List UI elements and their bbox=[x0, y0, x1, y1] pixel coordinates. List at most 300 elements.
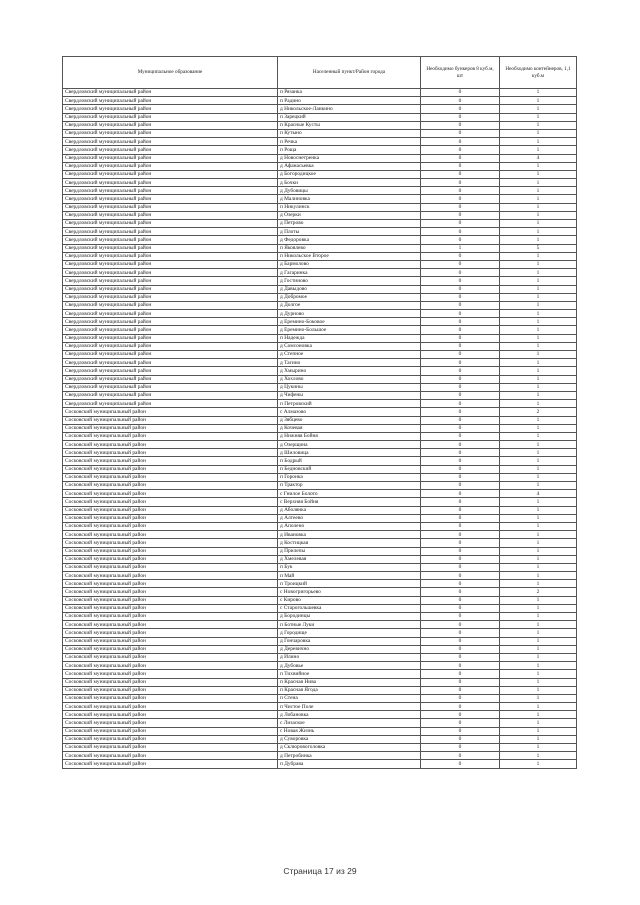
cell-bunkers: 0 bbox=[421, 121, 500, 129]
table-row bbox=[63, 326, 577, 334]
cell-settlement: п Петровский bbox=[278, 400, 421, 408]
cell-settlement: д Хохлово bbox=[278, 375, 421, 383]
table-row bbox=[63, 220, 577, 228]
cell-settlement: д Плоты bbox=[278, 228, 421, 236]
cell-municipality: Сосковский муниципальный район bbox=[63, 498, 278, 506]
cell-bunkers: 0 bbox=[421, 629, 500, 637]
cell-containers: 1 bbox=[500, 146, 577, 154]
cell-containers: 1 bbox=[500, 269, 577, 277]
cell-bunkers: 0 bbox=[421, 547, 500, 555]
table-row bbox=[63, 465, 577, 473]
cell-settlement: д Еремино-Большое bbox=[278, 326, 421, 334]
cell-settlement: д Бармолово bbox=[278, 260, 421, 268]
cell-settlement: д Дубовицы bbox=[278, 187, 421, 195]
cell-bunkers: 0 bbox=[421, 162, 500, 170]
cell-bunkers: 0 bbox=[421, 228, 500, 236]
cell-municipality: Сосковский муниципальный район bbox=[63, 678, 278, 686]
cell-settlement: п Тихвийное bbox=[278, 670, 421, 678]
cell-containers: 1 bbox=[500, 375, 577, 383]
cell-settlement: д Цукины bbox=[278, 383, 421, 391]
table-row bbox=[63, 400, 577, 408]
cell-municipality: Сосковский муниципальный район bbox=[63, 547, 278, 555]
cell-municipality: Свердловский муниципальный район bbox=[63, 277, 278, 285]
cell-settlement: д Никольское-Ланкино bbox=[278, 105, 421, 113]
cell-containers: 1 bbox=[500, 727, 577, 735]
cell-settlement: п Никольское Второе bbox=[278, 252, 421, 260]
cell-municipality: Сосковский муниципальный район bbox=[63, 596, 278, 604]
cell-bunkers: 0 bbox=[421, 203, 500, 211]
cell-settlement: п Радино bbox=[278, 97, 421, 105]
cell-settlement: д Петробинка bbox=[278, 752, 421, 760]
cell-settlement: д Сомсоновка bbox=[278, 342, 421, 350]
cell-bunkers: 0 bbox=[421, 310, 500, 318]
cell-containers: 1 bbox=[500, 735, 577, 743]
cell-containers: 1 bbox=[500, 260, 577, 268]
table-row bbox=[63, 662, 577, 670]
cell-bunkers: 0 bbox=[421, 301, 500, 309]
table-row bbox=[63, 563, 577, 571]
cell-municipality: Сосковский муниципальный район bbox=[63, 531, 278, 539]
table-row bbox=[63, 572, 577, 580]
cell-bunkers: 0 bbox=[421, 760, 500, 768]
table-row bbox=[63, 408, 577, 416]
cell-municipality: Сосковский муниципальный район bbox=[63, 563, 278, 571]
cell-settlement: д Афанасьевка bbox=[278, 162, 421, 170]
cell-containers: 1 bbox=[500, 391, 577, 399]
cell-containers: 1 bbox=[500, 670, 577, 678]
cell-municipality: Сосковский муниципальный район bbox=[63, 686, 278, 694]
cell-settlement: п Ботные Луки bbox=[278, 621, 421, 629]
cell-bunkers: 0 bbox=[421, 334, 500, 342]
cell-settlement: д Чифены bbox=[278, 391, 421, 399]
cell-settlement: д Малиновка bbox=[278, 195, 421, 203]
cell-settlement: д Зябцево bbox=[278, 416, 421, 424]
cell-settlement: п Горонка bbox=[278, 473, 421, 481]
cell-settlement: д Еремино-Боковое bbox=[278, 318, 421, 326]
cell-settlement: д Прилепы bbox=[278, 547, 421, 555]
cell-bunkers: 0 bbox=[421, 563, 500, 571]
cell-bunkers: 0 bbox=[421, 490, 500, 498]
cell-bunkers: 0 bbox=[421, 744, 500, 752]
table-row bbox=[63, 711, 577, 719]
cell-bunkers: 0 bbox=[421, 645, 500, 653]
cell-settlement: д Богородицкое bbox=[278, 170, 421, 178]
cell-municipality: Свердловский муниципальный район bbox=[63, 211, 278, 219]
table-body bbox=[63, 89, 577, 769]
table-row bbox=[63, 383, 577, 391]
cell-containers: 1 bbox=[500, 293, 577, 301]
cell-settlement: д Новоснетренка bbox=[278, 154, 421, 162]
cell-bunkers: 0 bbox=[421, 105, 500, 113]
cell-settlement: с Алмазово bbox=[278, 408, 421, 416]
cell-containers: 1 bbox=[500, 351, 577, 359]
cell-containers: 4 bbox=[500, 154, 577, 162]
cell-containers: 1 bbox=[500, 400, 577, 408]
cell-municipality: Сосковский муниципальный район bbox=[63, 760, 278, 768]
cell-bunkers: 0 bbox=[421, 260, 500, 268]
cell-settlement: с Новогригорьево bbox=[278, 588, 421, 596]
cell-containers: 1 bbox=[500, 572, 577, 580]
cell-settlement: д Хмырино bbox=[278, 367, 421, 375]
table-row bbox=[63, 424, 577, 432]
cell-municipality: Свердловский муниципальный район bbox=[63, 285, 278, 293]
cell-bunkers: 0 bbox=[421, 89, 500, 97]
cell-bunkers: 0 bbox=[421, 195, 500, 203]
table-row bbox=[63, 187, 577, 195]
cell-containers: 2 bbox=[500, 588, 577, 596]
cell-municipality: Сосковский муниципальный район bbox=[63, 572, 278, 580]
cell-municipality: Свердловский муниципальный район bbox=[63, 195, 278, 203]
cell-municipality: Свердловский муниципальный район bbox=[63, 170, 278, 178]
table-row bbox=[63, 170, 577, 178]
cell-municipality: Свердловский муниципальный район bbox=[63, 252, 278, 260]
cell-containers: 1 bbox=[500, 383, 577, 391]
cell-municipality: Свердловский муниципальный район bbox=[63, 89, 278, 97]
cell-municipality: Свердловский муниципальный район bbox=[63, 105, 278, 113]
cell-bunkers: 0 bbox=[421, 351, 500, 359]
cell-municipality: Свердловский муниципальный район bbox=[63, 318, 278, 326]
cell-municipality: Свердловский муниципальный район bbox=[63, 269, 278, 277]
table-row bbox=[63, 629, 577, 637]
cell-municipality: Свердловский муниципальный район bbox=[63, 203, 278, 211]
cell-municipality: Свердловский муниципальный район bbox=[63, 334, 278, 342]
cell-settlement: п Роща bbox=[278, 146, 421, 154]
cell-settlement: д Бородинцы bbox=[278, 613, 421, 621]
cell-bunkers: 0 bbox=[421, 432, 500, 440]
cell-bunkers: 0 bbox=[421, 604, 500, 612]
cell-municipality: Сосковский муниципальный район bbox=[63, 629, 278, 637]
cell-settlement: д Гостиново bbox=[278, 277, 421, 285]
cell-municipality: Свердловский муниципальный район bbox=[63, 97, 278, 105]
cell-containers: 1 bbox=[500, 514, 577, 522]
cell-settlement: п Трактор bbox=[278, 482, 421, 490]
table-row bbox=[63, 228, 577, 236]
table-row bbox=[63, 310, 577, 318]
cell-municipality: Сосковский муниципальный район bbox=[63, 613, 278, 621]
cell-bunkers: 0 bbox=[421, 441, 500, 449]
cell-containers: 1 bbox=[500, 301, 577, 309]
cell-settlement: п Стена bbox=[278, 694, 421, 702]
cell-containers: 1 bbox=[500, 179, 577, 187]
table-row bbox=[63, 129, 577, 137]
header-containers: Необходимо контейнеров, 1,1 куб.м bbox=[500, 57, 577, 89]
cell-bunkers: 0 bbox=[421, 498, 500, 506]
cell-settlement: с Старогольшевка bbox=[278, 604, 421, 612]
cell-bunkers: 0 bbox=[421, 367, 500, 375]
table-row bbox=[63, 301, 577, 309]
cell-settlement: п Бодрый bbox=[278, 457, 421, 465]
cell-municipality: Свердловский муниципальный район bbox=[63, 129, 278, 137]
cell-containers: 1 bbox=[500, 473, 577, 481]
cell-bunkers: 0 bbox=[421, 97, 500, 105]
cell-containers: 1 bbox=[500, 236, 577, 244]
table-row bbox=[63, 113, 577, 121]
table-row bbox=[63, 686, 577, 694]
table-row bbox=[63, 318, 577, 326]
cell-bunkers: 0 bbox=[421, 449, 500, 457]
cell-bunkers: 0 bbox=[421, 154, 500, 162]
cell-containers: 1 bbox=[500, 555, 577, 563]
table-row bbox=[63, 105, 577, 113]
cell-containers: 1 bbox=[500, 498, 577, 506]
table-row bbox=[63, 342, 577, 350]
cell-settlement: п Надежда bbox=[278, 334, 421, 342]
cell-bunkers: 0 bbox=[421, 285, 500, 293]
table-row bbox=[63, 236, 577, 244]
cell-bunkers: 0 bbox=[421, 596, 500, 604]
cell-municipality: Сосковский муниципальный район bbox=[63, 482, 278, 490]
cell-municipality: Свердловский муниципальный район bbox=[63, 400, 278, 408]
cell-containers: 1 bbox=[500, 195, 577, 203]
cell-settlement: д Бочки bbox=[278, 179, 421, 187]
cell-bunkers: 0 bbox=[421, 252, 500, 260]
cell-municipality: Сосковский муниципальный район bbox=[63, 514, 278, 522]
table-row bbox=[63, 744, 577, 752]
cell-bunkers: 0 bbox=[421, 678, 500, 686]
cell-municipality: Сосковский муниципальный район bbox=[63, 490, 278, 498]
cell-municipality: Сосковский муниципальный район bbox=[63, 449, 278, 457]
cell-bunkers: 0 bbox=[421, 187, 500, 195]
cell-settlement: д Гагаринка bbox=[278, 269, 421, 277]
cell-settlement: п Бедновский bbox=[278, 465, 421, 473]
cell-containers: 1 bbox=[500, 596, 577, 604]
cell-containers: 1 bbox=[500, 170, 577, 178]
cell-containers: 1 bbox=[500, 719, 577, 727]
cell-containers: 2 bbox=[500, 408, 577, 416]
cell-containers: 1 bbox=[500, 121, 577, 129]
cell-containers: 1 bbox=[500, 285, 577, 293]
cell-bunkers: 0 bbox=[421, 694, 500, 702]
table-row bbox=[63, 670, 577, 678]
cell-containers: 1 bbox=[500, 277, 577, 285]
cell-bunkers: 0 bbox=[421, 514, 500, 522]
cell-municipality: Сосковский муниципальный район bbox=[63, 465, 278, 473]
table-row bbox=[63, 580, 577, 588]
cell-municipality: Свердловский муниципальный район bbox=[63, 301, 278, 309]
table-row bbox=[63, 694, 577, 702]
cell-bunkers: 0 bbox=[421, 555, 500, 563]
cell-settlement: д Тагино bbox=[278, 359, 421, 367]
cell-containers: 1 bbox=[500, 211, 577, 219]
cell-bunkers: 0 bbox=[421, 506, 500, 514]
cell-containers: 1 bbox=[500, 342, 577, 350]
cell-containers: 1 bbox=[500, 580, 577, 588]
cell-municipality: Свердловский муниципальный район bbox=[63, 310, 278, 318]
cell-bunkers: 0 bbox=[421, 129, 500, 137]
cell-containers: 1 bbox=[500, 252, 577, 260]
cell-bunkers: 0 bbox=[421, 277, 500, 285]
cell-settlement: п Красная Ягода bbox=[278, 686, 421, 694]
page-number: Страница 17 из 29 bbox=[283, 866, 357, 876]
cell-containers: 1 bbox=[500, 113, 577, 121]
cell-bunkers: 1 bbox=[421, 244, 500, 252]
cell-settlement: д Федоровка bbox=[278, 236, 421, 244]
cell-municipality: Свердловский муниципальный район bbox=[63, 162, 278, 170]
cell-municipality: Сосковский муниципальный район bbox=[63, 580, 278, 588]
cell-bunkers: 0 bbox=[421, 662, 500, 670]
cell-settlement: д Хмелевая bbox=[278, 555, 421, 563]
table-row bbox=[63, 367, 577, 375]
cell-containers: 1 bbox=[500, 334, 577, 342]
cell-municipality: Свердловский муниципальный район bbox=[63, 113, 278, 121]
cell-municipality: Сосковский муниципальный район bbox=[63, 424, 278, 432]
cell-bunkers: 0 bbox=[421, 211, 500, 219]
cell-municipality: Сосковский муниципальный район bbox=[63, 752, 278, 760]
table-row bbox=[63, 653, 577, 661]
cell-containers: 1 bbox=[500, 457, 577, 465]
cell-containers: 1 bbox=[500, 129, 577, 137]
table-row bbox=[63, 432, 577, 440]
cell-municipality: Сосковский муниципальный район bbox=[63, 662, 278, 670]
table-row bbox=[63, 596, 577, 604]
cell-bunkers: 0 bbox=[421, 170, 500, 178]
table-row bbox=[63, 760, 577, 768]
cell-bunkers: 0 bbox=[421, 703, 500, 711]
cell-municipality: Сосковский муниципальный район bbox=[63, 711, 278, 719]
cell-settlement: п Зарецкий bbox=[278, 113, 421, 121]
cell-settlement: с Лизаское bbox=[278, 719, 421, 727]
table-row bbox=[63, 498, 577, 506]
table-row bbox=[63, 621, 577, 629]
cell-bunkers: 0 bbox=[421, 113, 500, 121]
cell-settlement: д Нижняя Бойня bbox=[278, 432, 421, 440]
cell-containers: 1 bbox=[500, 645, 577, 653]
cell-containers: 1 bbox=[500, 105, 577, 113]
cell-containers: 1 bbox=[500, 162, 577, 170]
table-row bbox=[63, 179, 577, 187]
header-municipality: Муниципальное образование bbox=[63, 57, 278, 89]
table-row bbox=[63, 735, 577, 743]
table-row bbox=[63, 719, 577, 727]
cell-settlement: с Новая Жизнь bbox=[278, 727, 421, 735]
cell-municipality: Свердловский муниципальный район bbox=[63, 244, 278, 252]
cell-bunkers: 0 bbox=[421, 424, 500, 432]
cell-settlement: п Дубрава bbox=[278, 760, 421, 768]
cell-settlement: д Дубовье bbox=[278, 662, 421, 670]
cell-settlement: д Степное bbox=[278, 351, 421, 359]
cell-containers: 1 bbox=[500, 563, 577, 571]
cell-settlement: д Костицкая bbox=[278, 539, 421, 547]
cell-municipality: Сосковский муниципальный район bbox=[63, 719, 278, 727]
cell-bunkers: 0 bbox=[421, 637, 500, 645]
cell-containers: 4 bbox=[500, 490, 577, 498]
cell-containers: 1 bbox=[500, 760, 577, 768]
cell-municipality: Сосковский муниципальный район bbox=[63, 604, 278, 612]
cell-containers: 1 bbox=[500, 187, 577, 195]
cell-bunkers: 0 bbox=[421, 752, 500, 760]
table-row bbox=[63, 195, 577, 203]
cell-municipality: Свердловский муниципальный район bbox=[63, 367, 278, 375]
table-row bbox=[63, 637, 577, 645]
cell-municipality: Сосковский муниципальный район bbox=[63, 457, 278, 465]
cell-bunkers: 0 bbox=[421, 326, 500, 334]
table-row bbox=[63, 285, 577, 293]
cell-municipality: Сосковский муниципальный район bbox=[63, 727, 278, 735]
table-row bbox=[63, 146, 577, 154]
cell-municipality: Свердловский муниципальный район bbox=[63, 391, 278, 399]
cell-municipality: Сосковский муниципальный район bbox=[63, 473, 278, 481]
cell-municipality: Свердловский муниципальный район bbox=[63, 359, 278, 367]
cell-containers: 1 bbox=[500, 613, 577, 621]
cell-bunkers: 0 bbox=[421, 318, 500, 326]
cell-containers: 1 bbox=[500, 711, 577, 719]
cell-bunkers: 0 bbox=[421, 613, 500, 621]
cell-containers: 1 bbox=[500, 359, 577, 367]
cell-municipality: Сосковский муниципальный район bbox=[63, 653, 278, 661]
cell-settlement: д Аболянка bbox=[278, 506, 421, 514]
table-row bbox=[63, 457, 577, 465]
cell-bunkers: 0 bbox=[421, 138, 500, 146]
cell-settlement: п Никулинск bbox=[278, 203, 421, 211]
cell-containers: 1 bbox=[500, 432, 577, 440]
table-row bbox=[63, 514, 577, 522]
cell-municipality: Сосковский муниципальный район bbox=[63, 645, 278, 653]
cell-municipality: Свердловский муниципальный район bbox=[63, 146, 278, 154]
cell-municipality: Сосковский муниципальный район bbox=[63, 555, 278, 563]
cell-settlement: д Давыдово bbox=[278, 285, 421, 293]
cell-containers: 1 bbox=[500, 604, 577, 612]
cell-bunkers: 0 bbox=[421, 735, 500, 743]
cell-bunkers: 0 bbox=[421, 711, 500, 719]
table-row bbox=[63, 293, 577, 301]
table-row bbox=[63, 89, 577, 97]
cell-containers: 1 bbox=[500, 522, 577, 530]
cell-municipality: Свердловский муниципальный район bbox=[63, 138, 278, 146]
cell-settlement: с Кирово bbox=[278, 596, 421, 604]
table-row bbox=[63, 613, 577, 621]
cell-containers: 1 bbox=[500, 441, 577, 449]
table-row bbox=[63, 416, 577, 424]
table-row bbox=[63, 359, 577, 367]
table-row bbox=[63, 547, 577, 555]
cell-municipality: Свердловский муниципальный район bbox=[63, 187, 278, 195]
table-row bbox=[63, 539, 577, 547]
cell-containers: 1 bbox=[500, 310, 577, 318]
cell-municipality: Сосковский муниципальный район bbox=[63, 670, 278, 678]
cell-bunkers: 0 bbox=[421, 588, 500, 596]
cell-bunkers: 0 bbox=[421, 179, 500, 187]
cell-containers: 1 bbox=[500, 506, 577, 514]
cell-bunkers: 0 bbox=[421, 293, 500, 301]
cell-settlement: п Троицкий bbox=[278, 580, 421, 588]
cell-municipality: Свердловский муниципальный район bbox=[63, 154, 278, 162]
cell-settlement: с Гнилое Болото bbox=[278, 490, 421, 498]
cell-settlement: д Озерщина bbox=[278, 441, 421, 449]
header-settlement: Населенный пункт/Район города bbox=[278, 57, 421, 89]
table-header-row bbox=[63, 57, 577, 89]
header-bunkers: Необходимо бункеров 8 куб.м, шт bbox=[421, 57, 500, 89]
cell-containers: 1 bbox=[500, 367, 577, 375]
table-row bbox=[63, 375, 577, 383]
table-row bbox=[63, 752, 577, 760]
cell-containers: 1 bbox=[500, 629, 577, 637]
cell-bunkers: 0 bbox=[421, 539, 500, 547]
cell-containers: 1 bbox=[500, 653, 577, 661]
cell-bunkers: 0 bbox=[421, 621, 500, 629]
table-row bbox=[63, 121, 577, 129]
cell-bunkers: 0 bbox=[421, 727, 500, 735]
table-row bbox=[63, 138, 577, 146]
cell-settlement: д Добромое bbox=[278, 293, 421, 301]
cell-settlement: д Городище bbox=[278, 629, 421, 637]
cell-bunkers: 0 bbox=[421, 359, 500, 367]
cell-bunkers: 0 bbox=[421, 220, 500, 228]
cell-municipality: Сосковский муниципальный район bbox=[63, 703, 278, 711]
cell-municipality: Сосковский муниципальный район bbox=[63, 408, 278, 416]
cell-containers: 1 bbox=[500, 678, 577, 686]
cell-settlement: д Гончаровка bbox=[278, 637, 421, 645]
cell-settlement: п Чистое Поле bbox=[278, 703, 421, 711]
